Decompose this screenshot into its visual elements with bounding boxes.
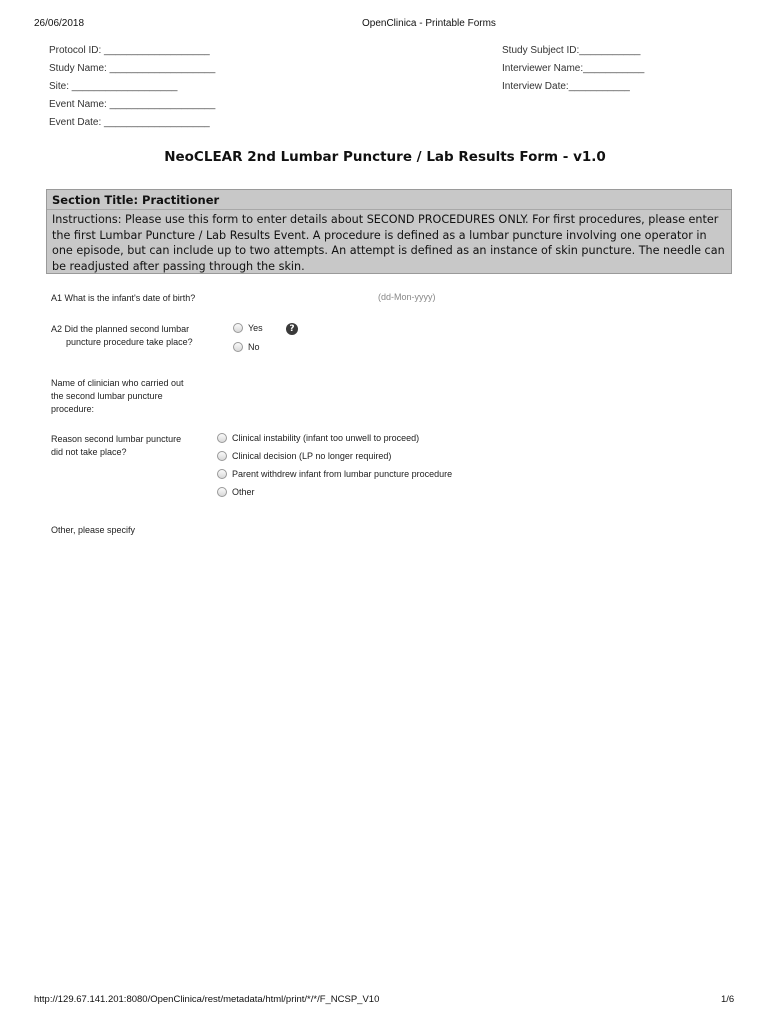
question-a2-line1: A2 Did the planned second lumbar bbox=[51, 324, 190, 334]
page-number: 1/6 bbox=[721, 994, 735, 1005]
protocol-id-field: Protocol ID: ___________________ bbox=[49, 45, 210, 56]
reason-label bbox=[51, 433, 181, 459]
study-name-field: Study Name: ___________________ bbox=[49, 63, 216, 74]
reason-option-label: Other bbox=[232, 487, 255, 497]
radio-icon[interactable] bbox=[233, 323, 243, 333]
clinician-name-line2: the second lumbar puncture bbox=[51, 391, 163, 401]
footer-url: http://129.67.141.201:8080/OpenClinica/rest/metadata/html/print/*/*/F_NCSP_V10 bbox=[34, 994, 380, 1005]
radio-icon[interactable] bbox=[217, 487, 227, 497]
site-field: Site: ___________________ bbox=[49, 81, 178, 92]
reason-line2: did not take place? bbox=[51, 447, 127, 457]
a2-option-no[interactable] bbox=[233, 342, 260, 352]
print-header-title: OpenClinica - Printable Forms bbox=[362, 18, 496, 29]
question-a2-label bbox=[51, 323, 193, 349]
event-date-field: Event Date: ___________________ bbox=[49, 117, 210, 128]
reason-option-parent-withdrew[interactable] bbox=[217, 469, 452, 479]
print-date: 26/06/2018 bbox=[34, 18, 85, 29]
reason-option-label: Clinical decision (LP no longer required) bbox=[232, 451, 392, 461]
reason-option-other[interactable] bbox=[217, 487, 255, 497]
a2-option-yes-label: Yes bbox=[248, 323, 263, 333]
section-panel bbox=[46, 189, 732, 274]
radio-icon[interactable] bbox=[217, 433, 227, 443]
help-icon[interactable]: ? bbox=[286, 323, 298, 335]
reason-option-label: Parent withdrew infant from lumbar puncture procedure bbox=[232, 469, 453, 479]
reason-option-clinical-instability[interactable] bbox=[217, 433, 419, 443]
clinician-name-label bbox=[51, 377, 184, 416]
clinician-name-line1: Name of clinician who carried out bbox=[51, 378, 184, 388]
date-format-hint: (dd-Mon-yyyy) bbox=[378, 292, 436, 302]
radio-icon[interactable] bbox=[217, 469, 227, 479]
form-title: NeoCLEAR 2nd Lumbar Puncture / Lab Results Form - v1.0 bbox=[164, 149, 606, 165]
radio-icon[interactable] bbox=[233, 342, 243, 352]
section-instructions: Instructions: Please use this form to enter details about SECOND PROCEDURES ONLY. For first procedures, please enter the first Lumbar Puncture / Lab Results Event. A procedure is defined as a lumbar puncture involving one operator in one episode, but can include up to two attempts. An attempt is defined as an instance of skin puncture. The needle can be readjusted after passing through the skin. bbox=[52, 213, 725, 273]
interview-date-field: Interview Date:___________ bbox=[502, 81, 630, 92]
reason-line1: Reason second lumbar puncture bbox=[51, 434, 182, 444]
interviewer-name-field: Interviewer Name:___________ bbox=[502, 63, 645, 74]
other-specify-label: Other, please specify bbox=[51, 525, 136, 535]
section-title: Section Title: Practitioner bbox=[47, 190, 731, 210]
study-subject-id-field: Study Subject ID:___________ bbox=[502, 45, 641, 56]
a2-option-no-label: No bbox=[248, 342, 260, 352]
radio-icon[interactable] bbox=[217, 451, 227, 461]
question-a1-label: A1 What is the infant's date of birth? bbox=[51, 293, 196, 303]
a2-option-yes[interactable] bbox=[233, 323, 263, 333]
question-a2-line2: puncture procedure take place? bbox=[66, 337, 193, 347]
reason-option-label: Clinical instability (infant too unwell to proceed) bbox=[232, 433, 420, 443]
event-name-field: Event Name: ___________________ bbox=[49, 99, 216, 110]
reason-option-clinical-decision[interactable] bbox=[217, 451, 391, 461]
clinician-name-line3: procedure: bbox=[51, 404, 95, 414]
